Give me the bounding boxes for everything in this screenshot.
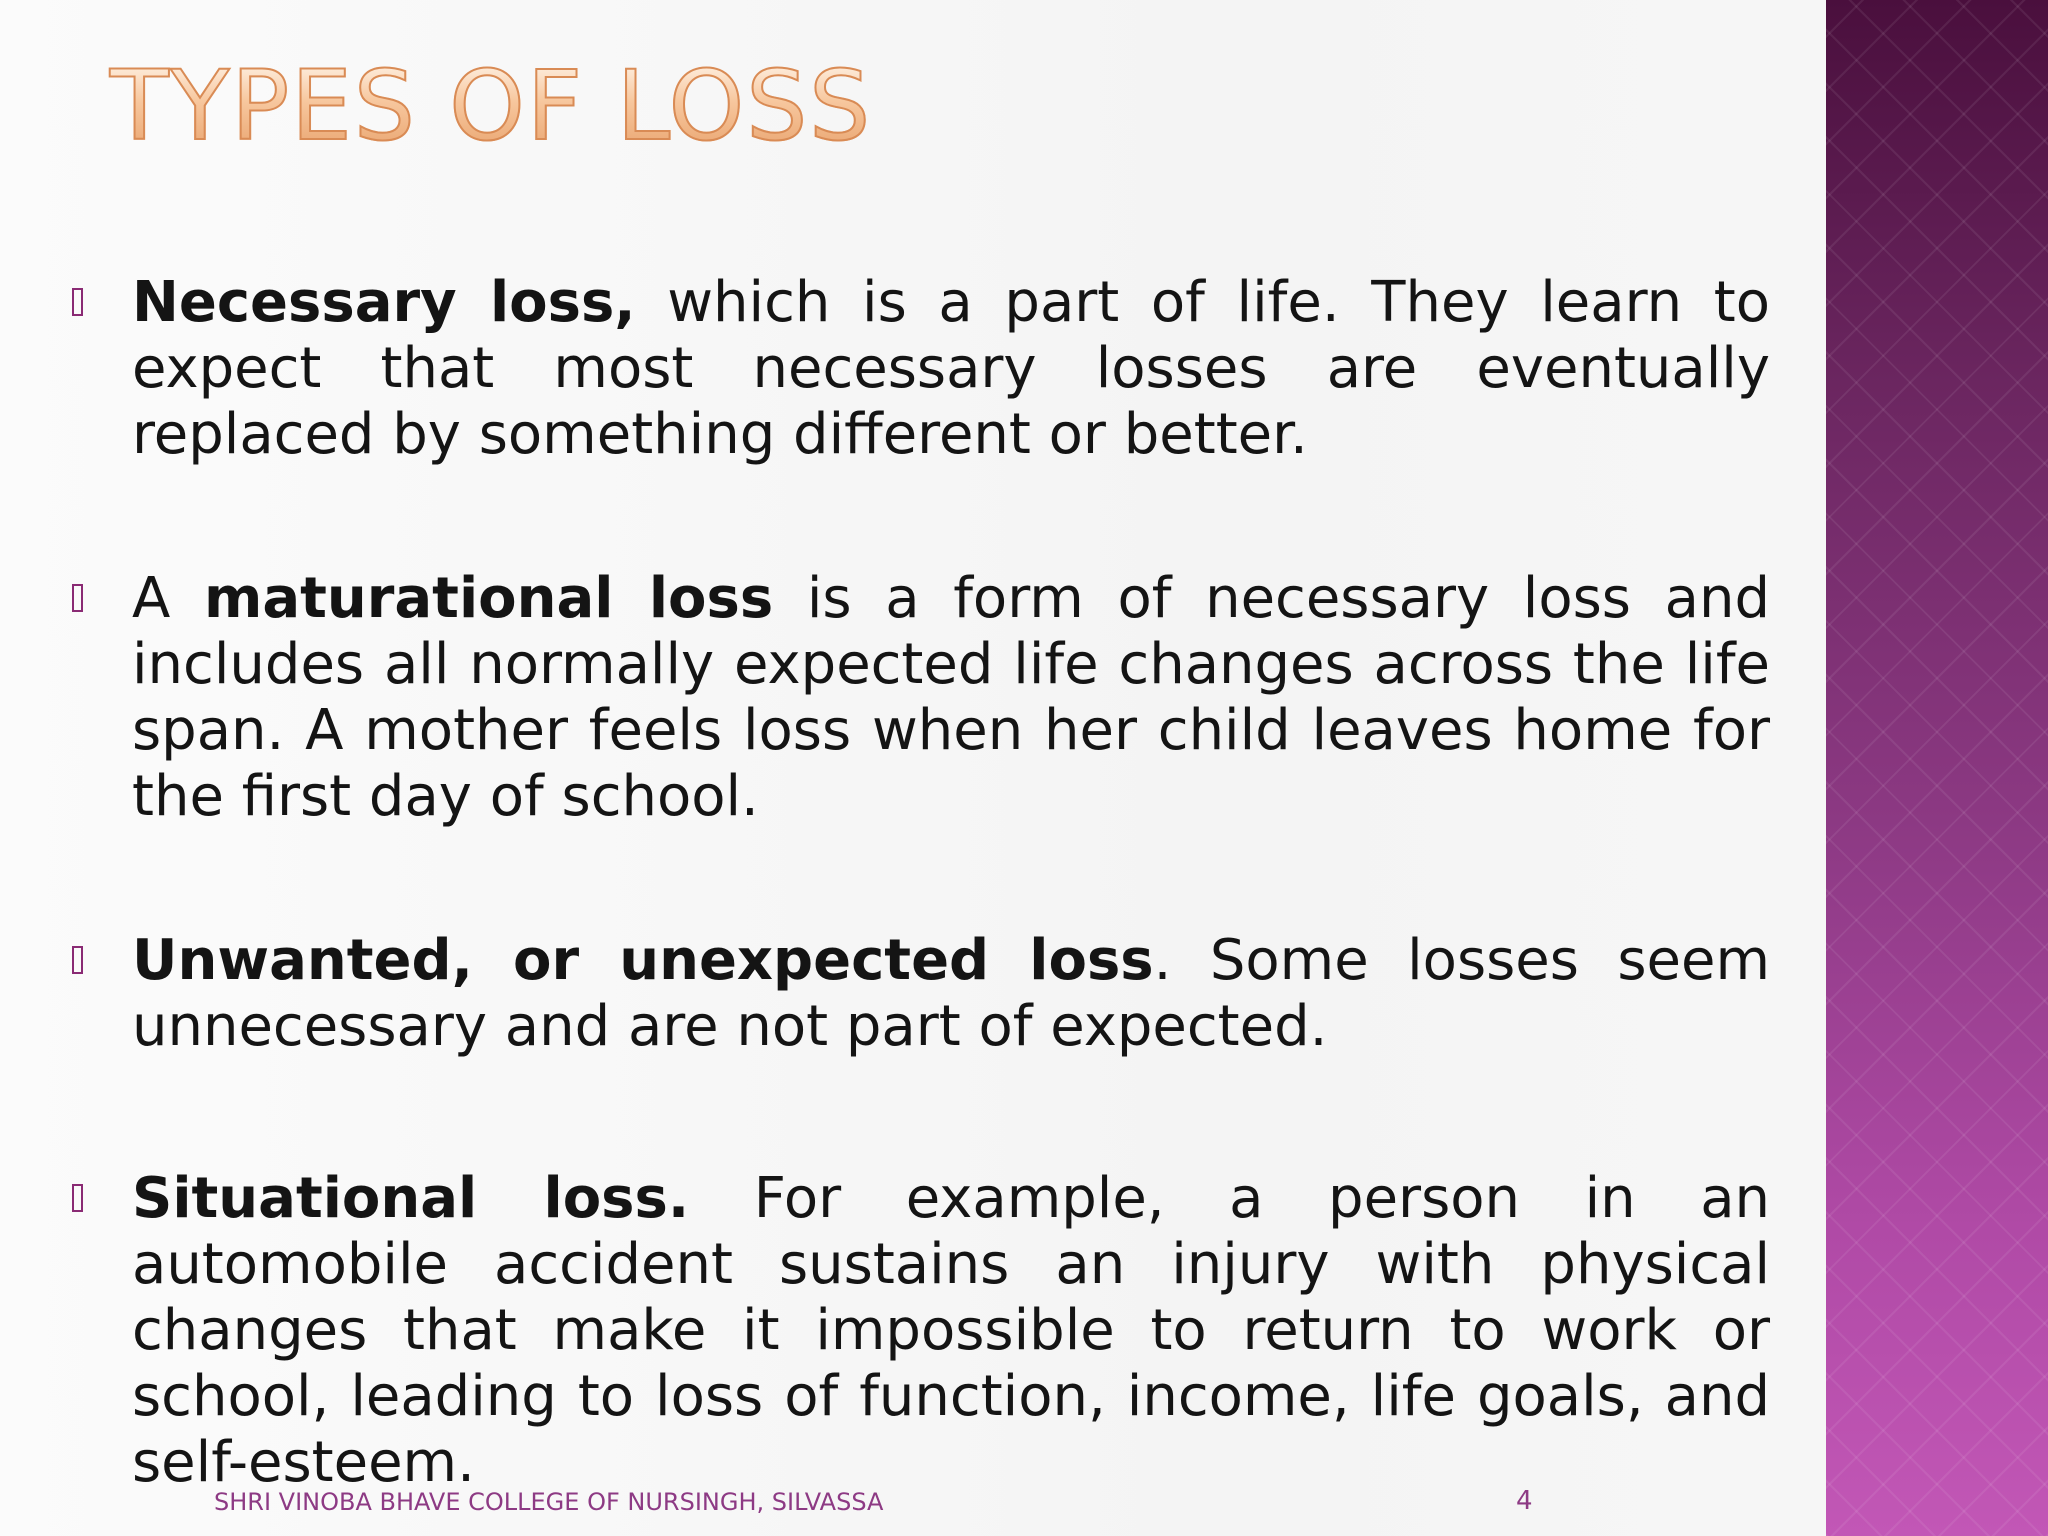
bullet-bold-term: Necessary loss, xyxy=(132,270,636,335)
bullet-prefix: A xyxy=(132,566,204,631)
bullet-item-necessary-loss xyxy=(70,270,1770,468)
slide-footer: SHRI VINOBA BHAVE COLLEGE OF NURSINGH, SILVASSA xyxy=(214,1488,884,1516)
bullet-bold-term: Unwanted, or unexpected loss xyxy=(132,928,1154,993)
decorative-side-band xyxy=(1826,0,2048,1536)
page-number: 4 xyxy=(1516,1486,1533,1516)
bullet-text: For example, a person in an automobile accident sustains an injury with physical changes that make it impossible to return to work or school, leading to loss of function, income, life goals, and self-esteem. xyxy=(132,1166,1771,1495)
bullet-marker-icon xyxy=(72,288,83,316)
bullet-item-situational-loss xyxy=(70,1166,1770,1496)
bullet-text: . Some losses seem unnecessary and are not part of expected. xyxy=(132,928,1771,1059)
slide-title: TYPES OF LOSS xyxy=(110,50,873,162)
bullet-marker-icon xyxy=(72,946,83,974)
bullet-marker-icon xyxy=(72,584,83,612)
bullet-item-maturational-loss xyxy=(70,566,1770,830)
bullet-bold-term: Situational loss. xyxy=(132,1166,690,1231)
bullet-item-unexpected-loss xyxy=(70,928,1770,1060)
bullet-list xyxy=(70,270,1770,1536)
bullet-bold-term: maturational loss xyxy=(203,566,774,631)
bullet-text: which is a part of life. They learn to expect that most necessary losses are eventually replaced by something different or better. xyxy=(132,270,1770,467)
bullet-marker-icon xyxy=(72,1184,83,1212)
bullet-text: is a form of necessary loss and includes all normally expected life changes across the life span. A mother feels loss when her child leaves home for the first day of school. xyxy=(132,566,1770,829)
